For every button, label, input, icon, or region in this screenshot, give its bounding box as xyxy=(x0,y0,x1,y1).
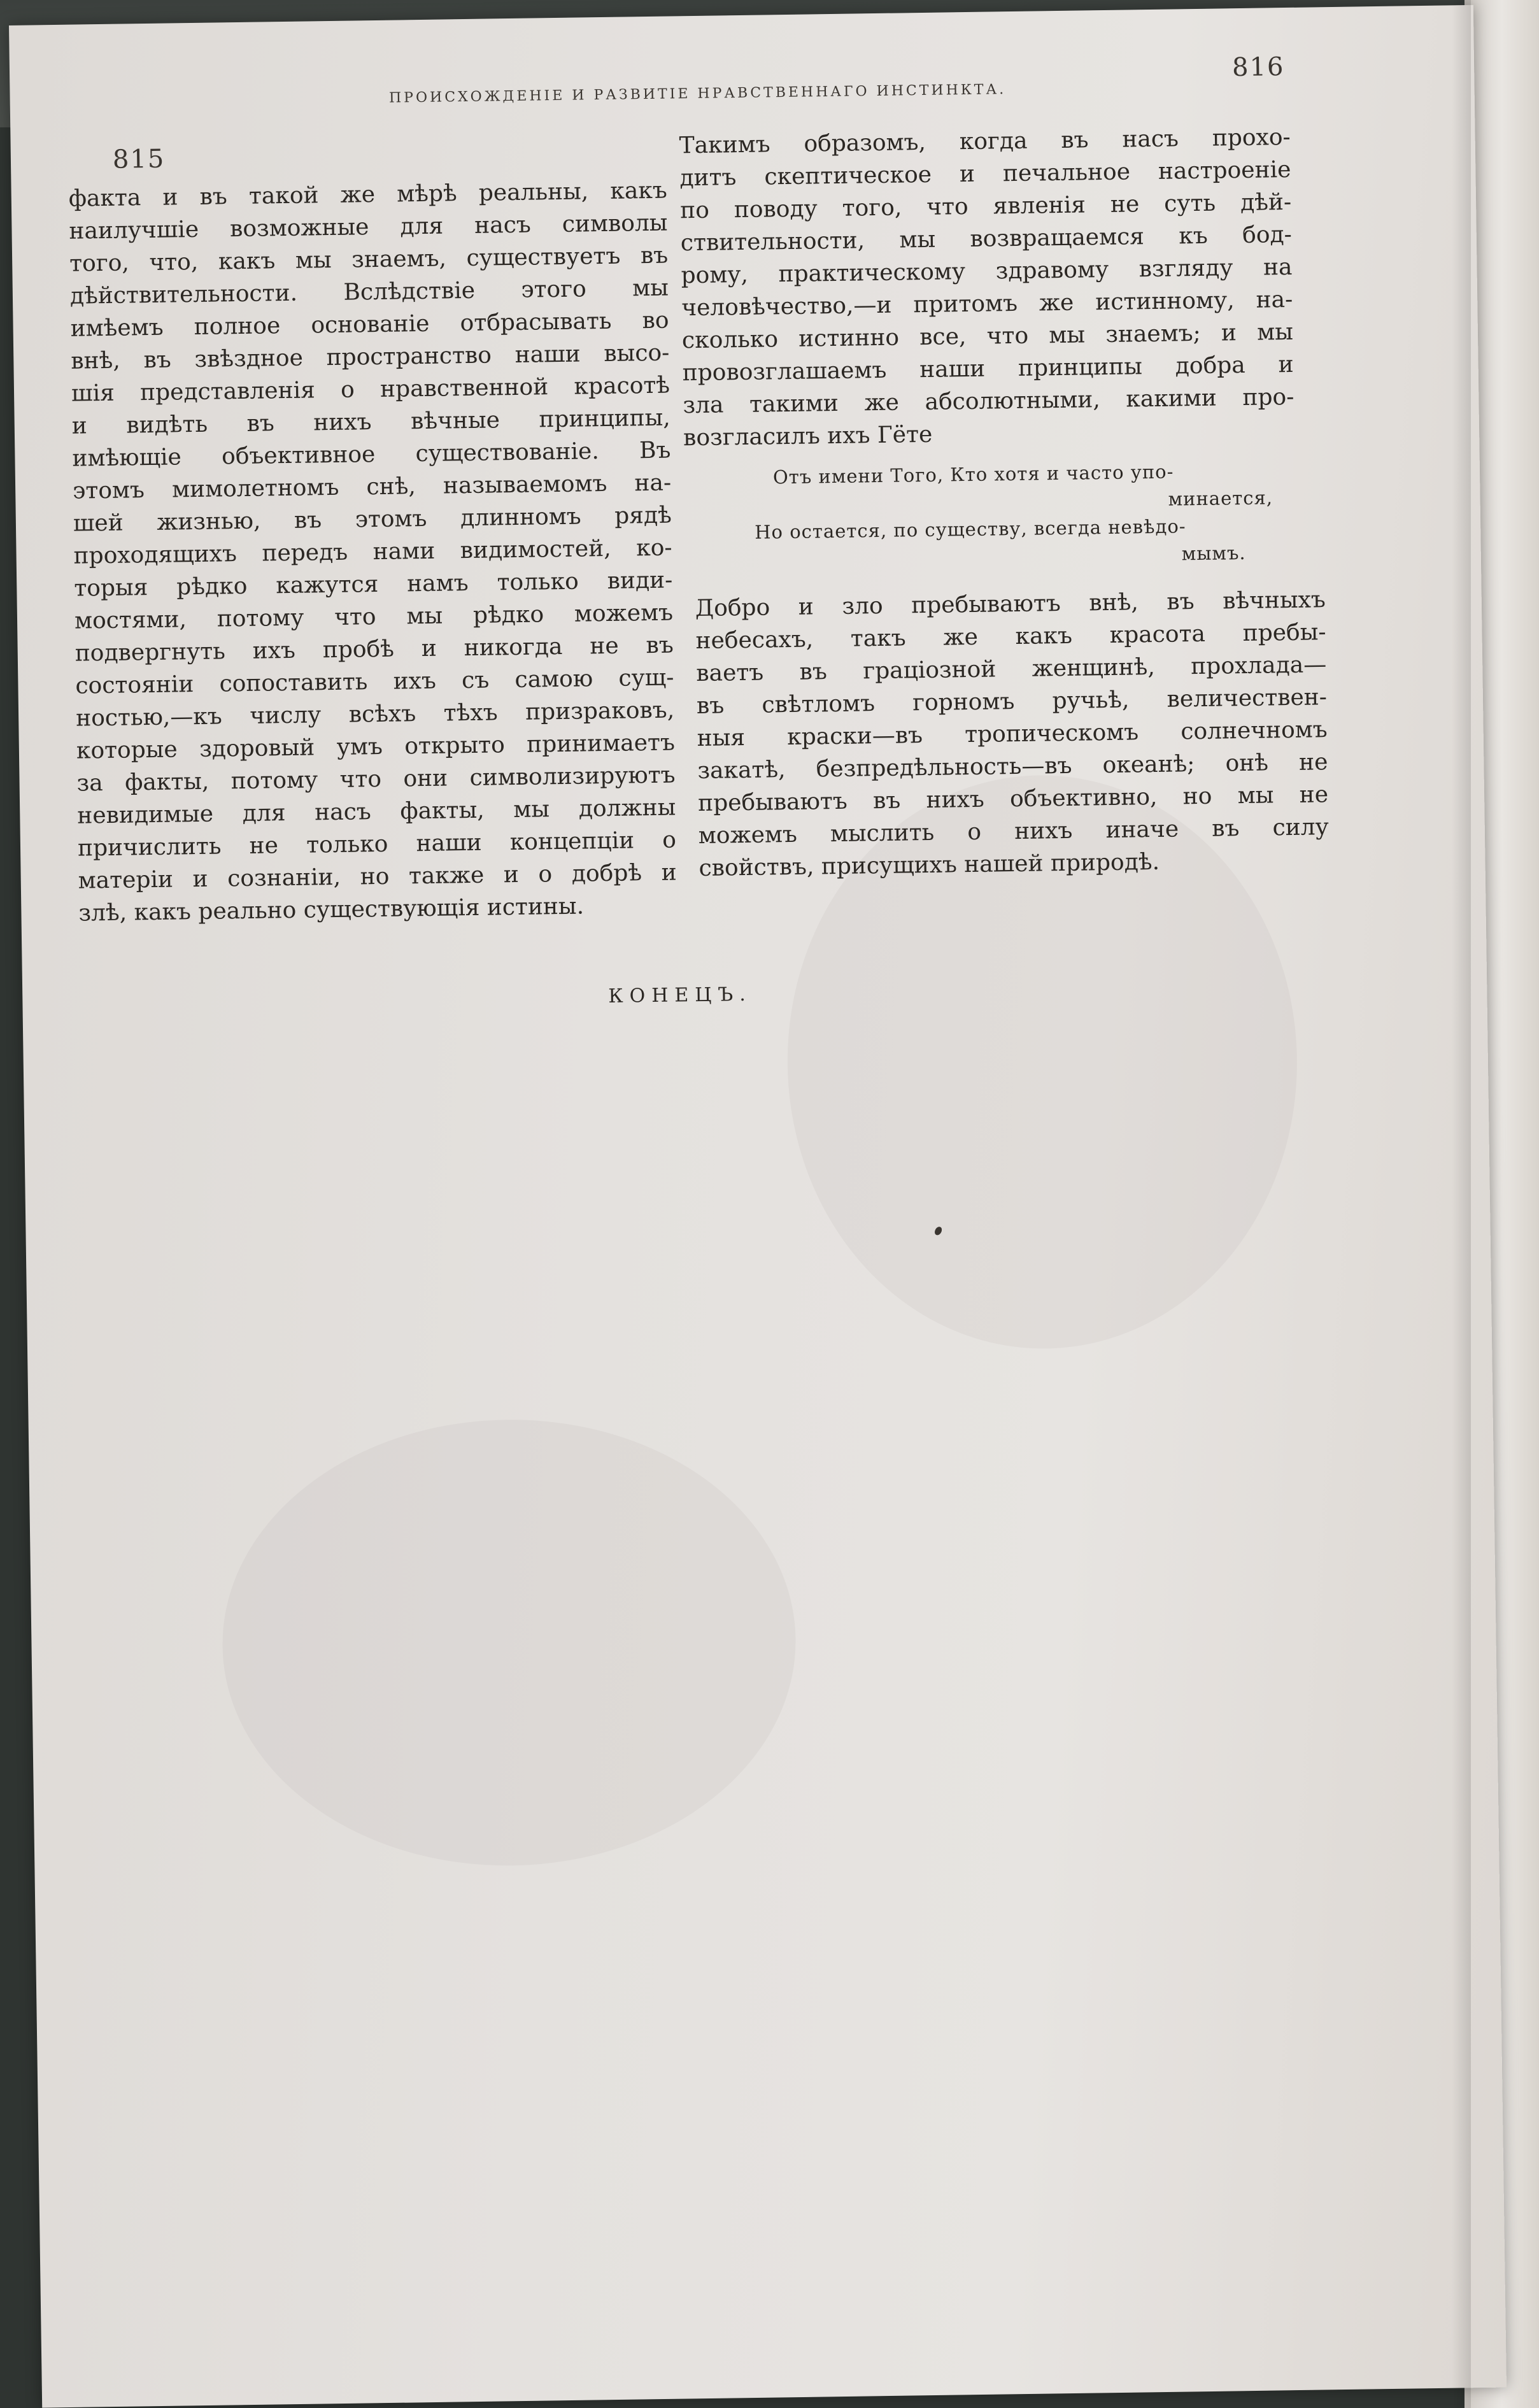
text-line: человѣчество,—и притомъ же истинному, на- xyxy=(681,286,1293,322)
text-line: факта и въ такой же мѣрѣ реальны, какъ xyxy=(68,177,668,212)
text-line: сколько истинно все, что мы знаемъ; и мы xyxy=(681,318,1294,354)
text-line: мостями, потому что мы рѣдко можемъ xyxy=(74,599,674,634)
end-mark: КОНЕЦЪ. xyxy=(608,983,753,1008)
verse-line: Отъ имени Того, Кто хотя и часто упо- xyxy=(772,460,1174,488)
text-line: дитъ скептическое и печальное настроеніе xyxy=(679,156,1291,192)
text-line: состояніи сопоставить ихъ съ самою сущ- xyxy=(75,664,674,699)
text-line: ностью,—къ числу всѣхъ тѣхъ призраковъ, xyxy=(75,697,675,732)
text-line: рому, практическому здравому взгляду на xyxy=(681,253,1293,289)
text-line: этомъ мимолетномъ снѣ, называемомъ на- xyxy=(72,469,672,504)
text-line: матеріи и сознаніи, но также и о добрѣ и xyxy=(78,859,677,894)
text-line: можемъ мыслить о нихъ иначе въ силу xyxy=(698,814,1330,850)
text-line: пребываютъ въ нихъ объективно, но мы не xyxy=(697,781,1329,817)
text-line: того, что, какъ мы знаемъ, существуетъ въ xyxy=(69,242,669,277)
text-line: которые здоровый умъ открыто принимаетъ xyxy=(76,729,676,764)
text-line: наилучшіе возможные для насъ символы xyxy=(69,210,668,245)
text-line: шей жизнью, въ этомъ длинномъ рядѣ xyxy=(73,502,672,537)
left-column xyxy=(68,175,677,930)
text-line: свойствъ, присущихъ нашей природѣ. xyxy=(699,848,1160,881)
text-line: Такимъ образомъ, когда въ насъ прохо- xyxy=(679,124,1291,159)
text-line: Добро и зло пребываютъ внѣ, въ вѣчныхъ xyxy=(695,587,1326,622)
text-line: дѣйствительности. Вслѣдствіе этого мы xyxy=(69,274,669,310)
right-column-bottom xyxy=(695,583,1330,885)
text-line: въ свѣтломъ горномъ ручьѣ, величествен- xyxy=(696,684,1328,720)
text-line: подвергнуть ихъ пробѣ и никогда не въ xyxy=(74,632,674,667)
text-line: ствительности, мы возвращаемся къ бод- xyxy=(680,221,1293,257)
text-line: ваетъ въ граціозной женщинѣ, прохлада— xyxy=(696,652,1327,687)
text-line: имѣющіе объективное существованіе. Въ xyxy=(72,437,671,472)
text-line: невидимые для насъ факты, мы должны xyxy=(77,794,676,829)
text-line: внѣ, въ звѣздное пространство наши высо- xyxy=(71,339,670,374)
verse-line: минается, xyxy=(1168,487,1273,510)
text-line: возгласилъ ихъ Гёте xyxy=(683,421,933,452)
text-line: шія представленія о нравственной красотѣ xyxy=(71,372,670,407)
goethe-quote xyxy=(754,457,1296,573)
page-number-right: 816 xyxy=(1231,52,1285,83)
text-line: провозглашаемъ наши принципы добра и xyxy=(682,351,1294,387)
book-page xyxy=(9,5,1507,2408)
text-line: причислить не только наши концепціи о xyxy=(77,827,677,862)
text-line: торыя рѣдко кажутся намъ только види- xyxy=(74,567,673,602)
paper-stain xyxy=(220,1416,799,1869)
text-line: имѣемъ полное основаніе отбрасывать во xyxy=(70,307,669,342)
text-line: закатѣ, безпредѣльность—въ океанѣ; онѣ не xyxy=(697,749,1328,785)
text-line: небесахъ, такъ же какъ красота пребы- xyxy=(695,619,1326,655)
text-line: и видѣть въ нихъ вѣчные принципы, xyxy=(71,404,670,439)
verse-line: мымъ. xyxy=(1181,541,1246,565)
text-line: ныя краски—въ тропическомъ солнечномъ xyxy=(697,716,1328,752)
text-line: по поводу того, что явленія не суть дѣй- xyxy=(679,189,1292,224)
text-line: проходящихъ передъ нами видимостей, ко- xyxy=(73,534,672,569)
text-line: за факты, потому что они символизируютъ xyxy=(76,762,676,797)
verse-line: Но остается, по существу, всегда невѣдо- xyxy=(754,515,1186,543)
right-column-top xyxy=(679,121,1294,454)
text-line: злѣ, какъ реально существующія истины. xyxy=(78,893,585,927)
gutter-shadow xyxy=(1452,0,1471,2408)
page-number-left: 815 xyxy=(112,144,166,175)
text-line: зла такими же абсолютными, какими про- xyxy=(683,383,1294,419)
running-head: ПРОИСХОЖДЕНІЕ И РАЗВИТІЕ НРАВСТВЕННАГО ИНСТИНКТА. xyxy=(388,82,1007,106)
